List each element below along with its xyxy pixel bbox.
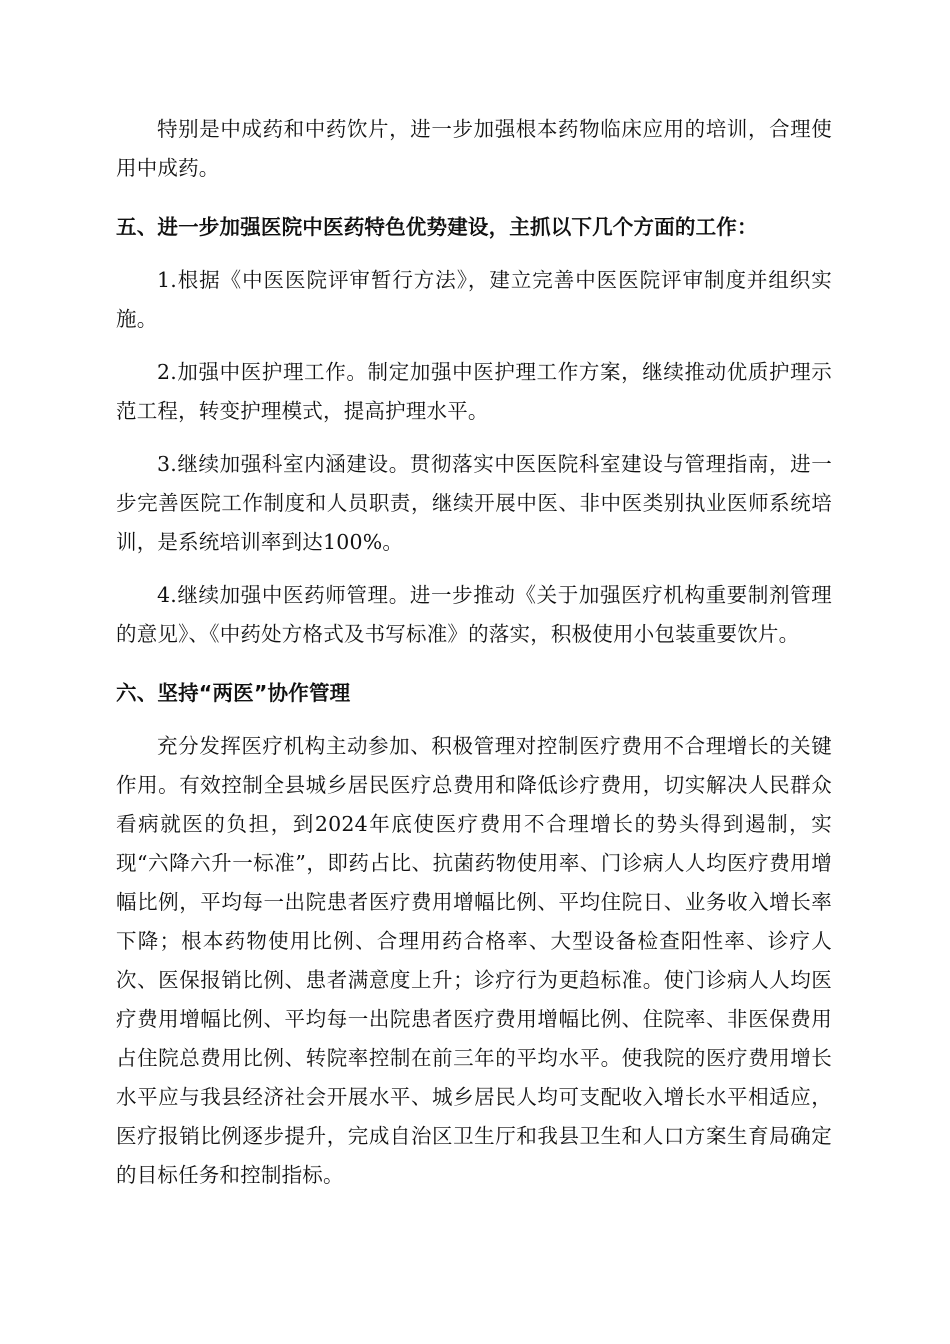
list-item-3: 3.继续加强科室内涵建设。贯彻落实中医医院科室建设与管理指南，进一步完善医院工作制度和人员职责，继续开展中医、非中医类别执业医师系统培训，是系统培训率到达100%。 xyxy=(116,452,832,554)
list-item-2: 2.加强中医护理工作。制定加强中医护理工作方案，继续推动优质护理示范工程，转变护理模式，提高护理水平。 xyxy=(116,360,832,423)
heading-section-six: 六、坚持“两医”协作管理 xyxy=(116,681,351,705)
list-item-4: 4.继续加强中医药师管理。进一步推动《关于加强医疗机构重要制剂管理的意见》、《中药处方格式及书写标准》的落实，积极使用小包装重要饮片。 xyxy=(116,583,832,646)
list-item-1: 1.根据《中医医院评审暂行方法》，建立完善中医医院评审制度并组织实施。 xyxy=(116,268,832,331)
document-page xyxy=(116,110,832,1195)
heading-section-five: 五、进一步加强医院中医药特色优势建设，主抓以下几个方面的工作： xyxy=(116,215,758,239)
paragraph-section-six: 充分发挥医疗机构主动参加、积极管理对控制医疗费用不合理增长的关键作用。有效控制全县城乡居民医疗总费用和降低诊疗费用，切实解决人民群众看病就医的负担，到2024年底使医疗费用不合理增长的势头得到遏制，实现“六降六升一标准”，即药占比、抗菌药物使用率、门诊病人人均医疗费用增幅比例，平均每一出院患者医疗费用增幅比例、平均住院日、业务收入增长率下降；根本药物使用比例、合理用药合格率、大型设备检查阳性率、诊疗人次、医保报销比例、患者满意度上升；诊疗行为更趋标准。使门诊病人人均医疗费用增幅比例、平均每一出院患者医疗费用增幅比例、住院率、非医保费用占住院总费用比例、转院率控制在前三年的平均水平。使我院的医疗费用增长水平应与我县经济社会开展水平、城乡居民人均可支配收入增长水平相适应，医疗报销比例逐步提升，完成自治区卫生厅和我县卫生和人口方案生育局确定的目标任务和控制指标。 xyxy=(116,734,832,1187)
paragraph-intro: 特别是中成药和中药饮片，进一步加强根本药物临床应用的培训，合理使用中成药。 xyxy=(116,117,832,180)
